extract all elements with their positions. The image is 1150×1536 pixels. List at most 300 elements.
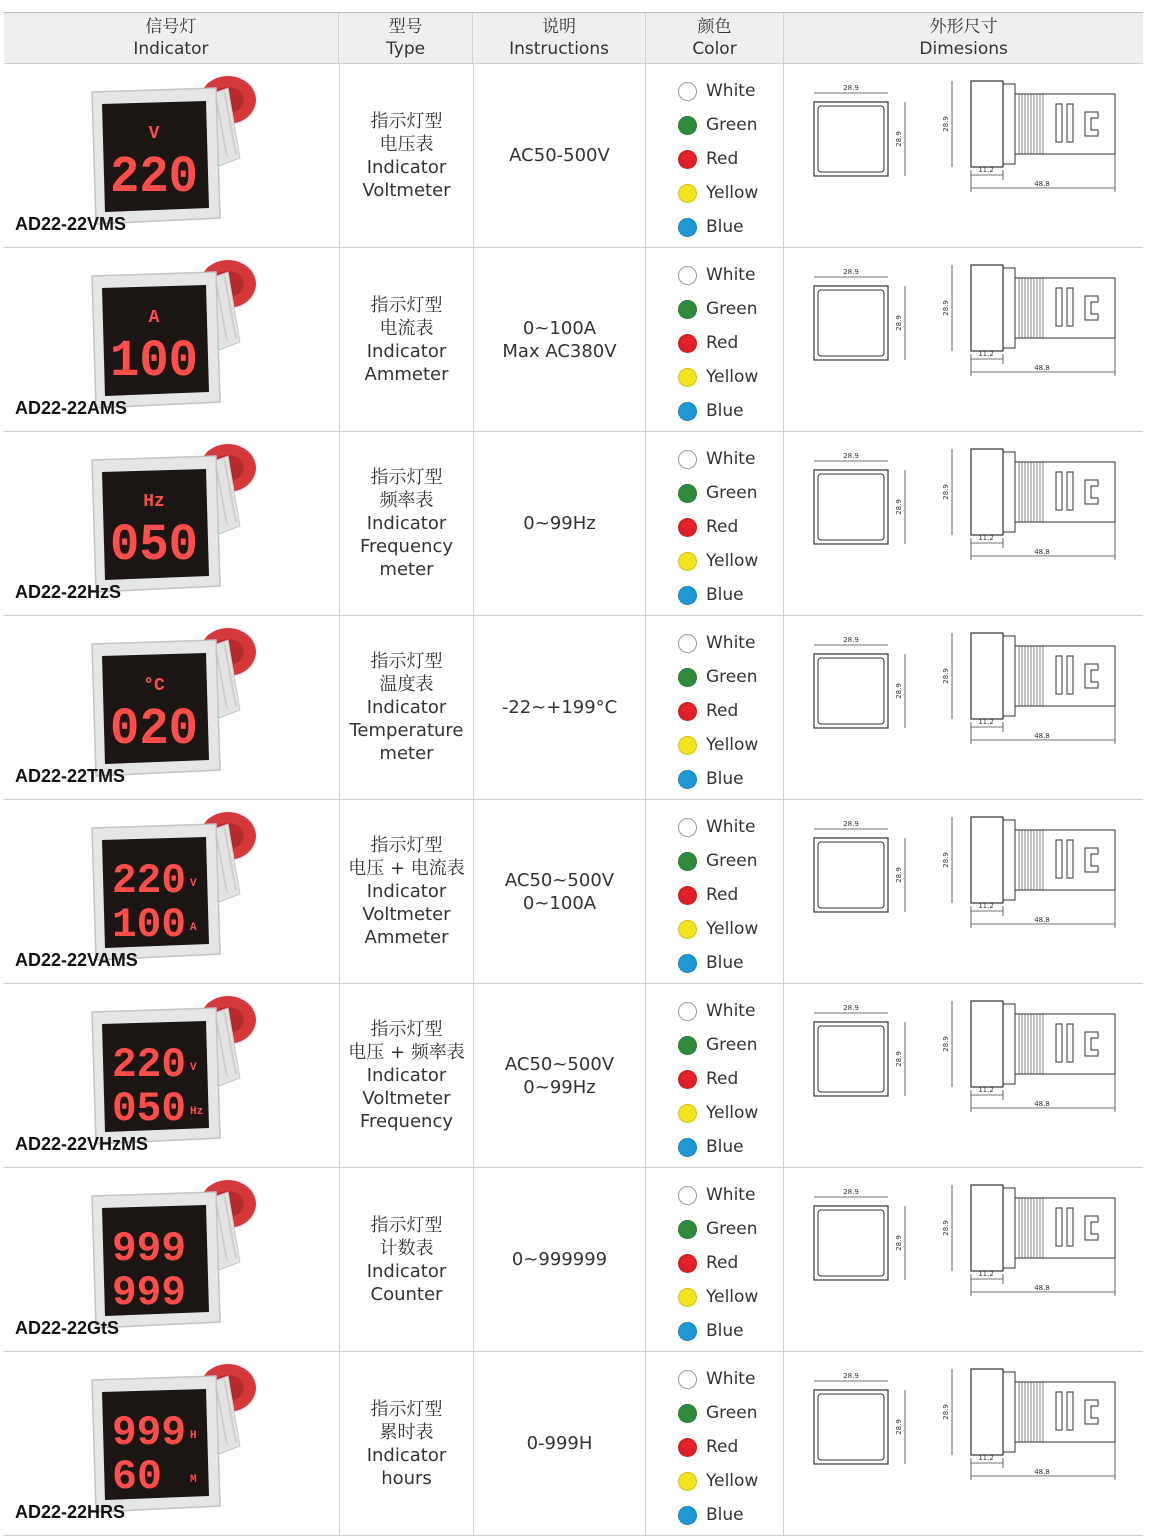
display-unit: V (148, 124, 160, 144)
dimension-cell (783, 432, 1143, 615)
color-option-yellow (678, 176, 783, 210)
type-line: Indicator (366, 513, 447, 534)
type-line: 指示灯型 (370, 651, 443, 672)
color-swatch-white (678, 1370, 697, 1389)
instruction-line: 0~100A (522, 317, 597, 339)
front-view-inner (818, 290, 884, 356)
type-line: meter (379, 559, 434, 580)
product-photo (78, 988, 268, 1150)
dimension-cell (783, 248, 1143, 431)
type-line: 指示灯型 (370, 467, 443, 488)
instructions-cell (473, 1168, 645, 1351)
color-label: Yellow (706, 367, 759, 387)
type-line: Indicator (366, 156, 447, 178)
type-line: Indicator (366, 1444, 447, 1466)
table-row (4, 64, 1143, 248)
color-option-white (678, 258, 783, 292)
color-swatch-blue (678, 1138, 697, 1157)
side-height-label: 28.9 (942, 1036, 950, 1052)
table-row (4, 800, 1143, 984)
header-instructions-en: Instructions (509, 39, 609, 59)
product-photo (78, 620, 268, 782)
front-view-inner (818, 474, 884, 540)
table-body (4, 64, 1143, 1536)
model-number: AD22-22HRS (15, 1502, 126, 1522)
instructions-cell (473, 64, 645, 247)
color-swatch-red (678, 702, 697, 721)
color-label: Blue (706, 1321, 744, 1341)
color-option-green (678, 108, 783, 142)
instructions-cell (473, 984, 645, 1167)
color-label: White (706, 449, 756, 469)
instruction-line: AC50~500V (504, 1053, 615, 1075)
color-cell (645, 616, 783, 799)
total-length-label: 48.8 (1034, 1468, 1050, 1476)
side-height-label: 28.9 (942, 300, 950, 316)
dimension-cell (783, 800, 1143, 983)
color-option-yellow (678, 912, 783, 946)
type-line: 指示灯型 (370, 110, 443, 132)
display-digits: 100 (110, 332, 198, 391)
color-swatch-blue (678, 954, 697, 973)
color-option-green (678, 1212, 783, 1246)
table-row (4, 984, 1143, 1168)
display-unit-2: Hz (190, 1106, 204, 1118)
color-option-white (678, 1178, 783, 1212)
indicator-cell (4, 984, 339, 1167)
color-label: Blue (706, 585, 744, 605)
color-label: White (706, 1001, 756, 1021)
bezel-depth-label: 11.2 (978, 1454, 994, 1462)
color-label: Yellow (706, 1103, 759, 1123)
dimension-cell (783, 984, 1143, 1167)
model-number: AD22-22VHzMS (15, 1134, 149, 1154)
front-height-label: 28.9 (895, 315, 903, 331)
type-line: Voltmeter (362, 179, 451, 201)
front-width-label: 28.9 (843, 268, 859, 276)
total-length-label: 48.8 (1034, 916, 1050, 924)
color-option-white (678, 626, 783, 660)
total-length-label: 48.8 (1034, 548, 1050, 556)
header-color-zh: 颜色 (697, 17, 732, 37)
color-cell (645, 248, 783, 431)
front-view-outer (814, 1022, 888, 1096)
color-swatch-white (678, 818, 697, 837)
front-view-inner (818, 1026, 884, 1092)
color-option-red (678, 1062, 783, 1096)
color-cell (645, 1168, 783, 1351)
color-swatch-white (678, 634, 697, 653)
front-height-label: 28.9 (895, 683, 903, 699)
color-label: Yellow (706, 735, 759, 755)
model-number: AD22-22GtS (15, 1318, 120, 1338)
color-swatch-red (678, 886, 697, 905)
side-height-label: 28.9 (942, 484, 950, 500)
color-swatch-blue (678, 402, 697, 421)
display-digits-line-1: 220 (112, 1041, 186, 1089)
color-swatch-green (678, 300, 697, 319)
table-row (4, 1168, 1143, 1352)
front-height-label: 28.9 (895, 499, 903, 515)
indicator-cell (4, 800, 339, 983)
type-line: hours (381, 1467, 432, 1489)
color-option-blue (678, 210, 783, 244)
color-option-red (678, 510, 783, 544)
color-swatch-yellow (678, 736, 697, 755)
header-indicator-en: Indicator (133, 39, 209, 59)
dimension-drawing (806, 76, 1126, 236)
front-view-outer (814, 470, 888, 544)
type-line: Ammeter (364, 927, 449, 948)
color-option-blue (678, 1498, 783, 1532)
color-swatch-blue (678, 586, 697, 605)
side-view-body (1015, 646, 1115, 706)
side-view-bezel (971, 1001, 1003, 1087)
color-option-green (678, 1396, 783, 1430)
color-swatch-red (678, 1254, 697, 1273)
product-photo (78, 252, 268, 414)
type-cell (339, 64, 473, 247)
dimension-drawing (806, 996, 1126, 1156)
color-label: Green (706, 115, 758, 135)
type-line: Frequency (360, 536, 453, 557)
color-option-white (678, 74, 783, 108)
color-option-green (678, 1028, 783, 1062)
color-label: Red (706, 701, 739, 721)
color-option-yellow (678, 1096, 783, 1130)
front-view-outer (814, 838, 888, 912)
header-type (338, 13, 473, 63)
display-digits-line-2: 60 (112, 1453, 162, 1501)
instruction-line: 0~99Hz (523, 513, 596, 534)
color-swatch-red (678, 518, 697, 537)
color-label: Yellow (706, 919, 759, 939)
dimension-drawing (806, 444, 1126, 604)
type-line: 指示灯型 (370, 1214, 443, 1236)
header-instructions (472, 13, 644, 63)
side-view-body (1015, 94, 1115, 154)
instruction-line: 0~100A (522, 892, 597, 914)
front-height-label: 28.9 (895, 1235, 903, 1251)
type-line: meter (379, 743, 434, 764)
front-width-label: 28.9 (843, 1004, 859, 1012)
display-digits-line-1: 220 (112, 857, 186, 905)
color-cell (645, 1352, 783, 1535)
bezel-depth-label: 11.2 (978, 902, 994, 910)
color-label: White (706, 1369, 756, 1389)
color-label: Red (706, 885, 739, 905)
type-line: 指示灯型 (370, 835, 443, 856)
type-cell (339, 432, 473, 615)
side-view-body (1015, 830, 1115, 890)
color-label: Blue (706, 1505, 744, 1525)
instructions-cell (473, 432, 645, 615)
color-swatch-blue (678, 770, 697, 789)
instructions-cell (473, 1352, 645, 1535)
color-swatch-yellow (678, 552, 697, 571)
color-swatch-white (678, 1186, 697, 1205)
color-swatch-green (678, 1220, 697, 1239)
color-option-red (678, 142, 783, 176)
color-swatch-red (678, 334, 697, 353)
dimension-drawing (806, 1180, 1126, 1340)
front-view-outer (814, 286, 888, 360)
bezel-depth-label: 11.2 (978, 1270, 994, 1278)
side-view-bezel (971, 633, 1003, 719)
instruction-line: Max AC380V (502, 340, 617, 362)
color-swatch-white (678, 450, 697, 469)
indicator-cell (4, 248, 339, 431)
color-option-red (678, 694, 783, 728)
dimension-cell (783, 616, 1143, 799)
display-digits: 020 (110, 700, 198, 759)
color-option-white (678, 810, 783, 844)
color-swatch-green (678, 1036, 697, 1055)
display-unit-1: V (190, 1062, 197, 1074)
total-length-label: 48.8 (1034, 1284, 1050, 1292)
side-height-label: 28.9 (942, 852, 950, 868)
color-swatch-blue (678, 1506, 697, 1525)
front-view-inner (818, 658, 884, 724)
color-label: White (706, 81, 756, 101)
color-label: White (706, 817, 756, 837)
color-option-white (678, 442, 783, 476)
color-option-blue (678, 394, 783, 428)
color-option-green (678, 476, 783, 510)
type-line: 频率表 (379, 490, 434, 511)
display-digits-line-1: 999 (112, 1409, 186, 1457)
color-option-blue (678, 1314, 783, 1348)
color-label: Red (706, 149, 739, 169)
color-label: Red (706, 1069, 739, 1089)
table-row (4, 1352, 1143, 1536)
table-row (4, 616, 1143, 800)
model-number: AD22-22VMS (15, 214, 127, 234)
front-width-label: 28.9 (843, 452, 859, 460)
display-digits-line-2: 100 (112, 901, 186, 949)
type-line: 温度表 (379, 674, 434, 695)
front-height-label: 28.9 (895, 867, 903, 883)
instructions-cell (473, 616, 645, 799)
color-swatch-blue (678, 1322, 697, 1341)
color-cell (645, 800, 783, 983)
color-label: White (706, 265, 756, 285)
front-view-inner (818, 1210, 884, 1276)
type-line: 电压 + 频率表 (348, 1042, 465, 1063)
color-option-blue (678, 578, 783, 612)
display-unit-1: V (190, 878, 197, 890)
color-swatch-green (678, 668, 697, 687)
type-line: 指示灯型 (370, 1019, 443, 1040)
header-indicator-zh: 信号灯 (145, 17, 197, 37)
side-view-bezel (971, 1369, 1003, 1455)
total-length-label: 48.8 (1034, 1100, 1050, 1108)
color-option-yellow (678, 544, 783, 578)
side-height-label: 28.9 (942, 116, 950, 132)
header-dimensions (783, 13, 1143, 63)
color-label: White (706, 633, 756, 653)
color-option-blue (678, 1130, 783, 1164)
type-cell (339, 1168, 473, 1351)
color-label: Green (706, 851, 758, 871)
product-photo (78, 804, 268, 966)
color-label: Green (706, 667, 758, 687)
color-label: Blue (706, 953, 744, 973)
instruction-line: AC50-500V (509, 145, 610, 166)
total-length-label: 48.8 (1034, 364, 1050, 372)
color-option-yellow (678, 360, 783, 394)
color-swatch-yellow (678, 1288, 697, 1307)
color-label: Yellow (706, 1287, 759, 1307)
type-line: Indicator (366, 1065, 447, 1086)
indicator-cell (4, 1168, 339, 1351)
color-cell (645, 984, 783, 1167)
side-view-body (1015, 278, 1115, 338)
type-line: 指示灯型 (370, 1398, 443, 1420)
front-width-label: 28.9 (843, 84, 859, 92)
indicator-cell (4, 64, 339, 247)
color-label: Red (706, 1253, 739, 1273)
color-label: Yellow (706, 183, 759, 203)
color-option-blue (678, 946, 783, 980)
type-line: 累时表 (379, 1421, 434, 1443)
color-label: Green (706, 483, 758, 503)
color-label: Green (706, 299, 758, 319)
color-label: Green (706, 1219, 758, 1239)
color-option-red (678, 1430, 783, 1464)
product-photo (78, 436, 268, 598)
side-view-bezel (971, 817, 1003, 903)
side-view-bezel (971, 1185, 1003, 1271)
color-option-green (678, 660, 783, 694)
type-line: Frequency (360, 1111, 453, 1132)
instruction-line: -22~+199°C (501, 697, 618, 718)
side-view-bezel (971, 81, 1003, 167)
color-label: Yellow (706, 1471, 759, 1491)
front-width-label: 28.9 (843, 636, 859, 644)
side-view-body (1015, 1014, 1115, 1074)
front-view-inner (818, 106, 884, 172)
color-label: Green (706, 1035, 758, 1055)
header-type-zh: 型号 (388, 17, 423, 37)
color-option-red (678, 326, 783, 360)
product-photo (78, 68, 268, 230)
color-swatch-green (678, 1404, 697, 1423)
total-length-label: 48.8 (1034, 732, 1050, 740)
color-label: Blue (706, 1137, 744, 1157)
front-height-label: 28.9 (895, 131, 903, 147)
front-view-outer (814, 1206, 888, 1280)
color-swatch-white (678, 82, 697, 101)
color-label: Yellow (706, 551, 759, 571)
color-swatch-blue (678, 218, 697, 237)
dimension-drawing (806, 812, 1126, 972)
type-line: Indicator (366, 340, 447, 362)
type-line: 指示灯型 (370, 294, 443, 316)
header-color-en: Color (692, 39, 737, 59)
dimension-cell (783, 64, 1143, 247)
type-cell (339, 616, 473, 799)
color-swatch-red (678, 1438, 697, 1457)
side-view-bezel (971, 265, 1003, 351)
header-dimensions-en: Dimesions (919, 39, 1008, 59)
header-color (645, 13, 784, 63)
type-cell (339, 248, 473, 431)
color-label: White (706, 1185, 756, 1205)
color-option-blue (678, 762, 783, 796)
front-view-inner (818, 1394, 884, 1460)
side-view-bezel (971, 449, 1003, 535)
side-height-label: 28.9 (942, 1404, 950, 1420)
color-option-yellow (678, 1464, 783, 1498)
color-option-white (678, 1362, 783, 1396)
header-indicator (4, 13, 338, 63)
instruction-line: 0-999H (526, 1433, 593, 1454)
color-label: Red (706, 333, 739, 353)
display-digits-line-1: 999 (112, 1225, 186, 1273)
front-height-label: 28.9 (895, 1051, 903, 1067)
display-unit: °C (143, 676, 165, 696)
dimension-cell (783, 1352, 1143, 1535)
color-swatch-green (678, 116, 697, 135)
type-line: Counter (370, 1283, 443, 1305)
color-swatch-white (678, 266, 697, 285)
front-width-label: 28.9 (843, 1188, 859, 1196)
front-view-outer (814, 102, 888, 176)
model-number: AD22-22AMS (15, 398, 128, 418)
display-digits-line-2: 999 (112, 1269, 186, 1317)
front-height-label: 28.9 (895, 1419, 903, 1435)
color-swatch-yellow (678, 1104, 697, 1123)
indicator-cell (4, 616, 339, 799)
table-row (4, 432, 1143, 616)
bezel-depth-label: 11.2 (978, 1086, 994, 1094)
instructions-cell (473, 248, 645, 431)
instruction-line: 0~99Hz (523, 1076, 596, 1098)
color-option-white (678, 994, 783, 1028)
color-label: Blue (706, 217, 744, 237)
side-view-body (1015, 1198, 1115, 1258)
indicator-cell (4, 1352, 339, 1535)
color-cell (645, 432, 783, 615)
header-instructions-zh: 说明 (542, 17, 577, 37)
front-width-label: 28.9 (843, 1372, 859, 1380)
color-swatch-white (678, 1002, 697, 1021)
side-view-body (1015, 462, 1115, 522)
instruction-line: AC50~500V (504, 869, 615, 891)
display-digits: 220 (110, 148, 198, 207)
display-unit-2: A (190, 922, 197, 934)
dimension-cell (783, 1168, 1143, 1351)
display-digits-line-2: 050 (112, 1085, 186, 1133)
color-swatch-green (678, 852, 697, 871)
display-unit-2: M (190, 1474, 197, 1486)
side-height-label: 28.9 (942, 1220, 950, 1236)
type-cell (339, 800, 473, 983)
type-line: Voltmeter (362, 1088, 451, 1109)
dimension-drawing (806, 628, 1126, 788)
dimension-drawing (806, 260, 1126, 420)
bezel-depth-label: 11.2 (978, 534, 994, 542)
spec-table (4, 12, 1143, 1536)
color-swatch-yellow (678, 368, 697, 387)
color-option-yellow (678, 1280, 783, 1314)
table-header (4, 12, 1143, 64)
color-label: Green (706, 1403, 758, 1423)
color-label: Red (706, 1437, 739, 1457)
front-view-outer (814, 1390, 888, 1464)
front-width-label: 28.9 (843, 820, 859, 828)
